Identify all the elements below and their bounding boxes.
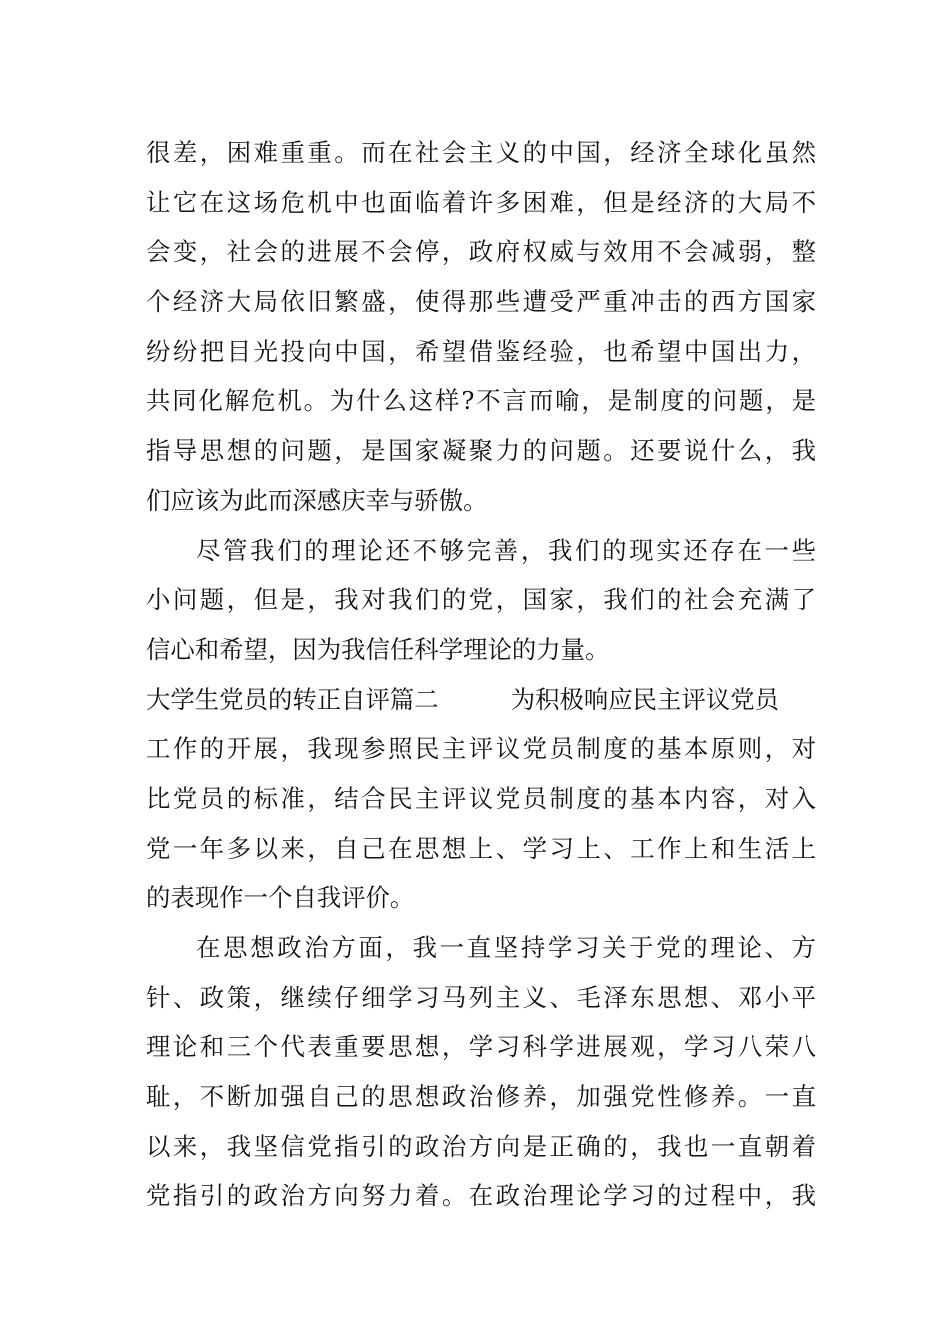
text-line: 在思想政治方面，我一直坚持学习关于党的理论、方 xyxy=(196,933,816,962)
section-first-line: 为积极响应民主评议党员 xyxy=(510,684,780,714)
text-line: 很差，困难重重。而在社会主义的中国，经济全球化虽然 xyxy=(146,138,816,167)
text-line: 理论和三个代表重要思想，学习科学进展观，学习八荣八 xyxy=(146,1032,816,1062)
text-line: 以来，我坚信党指引的政治方向是正确的，我也一直朝着 xyxy=(146,1131,816,1161)
text-line: 耻，不断加强自己的思想政治修养，加强党性修养。一直 xyxy=(146,1082,816,1112)
text-line: 指导思想的问题，是国家凝聚力的问题。还要说什么，我 xyxy=(146,436,816,466)
text-line: 小问题，但是，我对我们的党，国家，我们的社会充满了 xyxy=(146,585,816,615)
text-line: 工作的开展，我现参照民主评议党员制度的基本原则，对 xyxy=(146,734,816,764)
text-line: 让它在这场危机中也面临着许多困难，但是经济的大局不 xyxy=(146,187,816,217)
text-line: 的表现作一个自我评价。 xyxy=(146,883,415,913)
section-heading: 大学生党员的转正自评篇二 xyxy=(146,684,439,714)
text-line: 党一年多以来，自己在思想上、学习上、工作上和生活上 xyxy=(146,833,816,863)
text-line: 纷纷把目光投向中国，希望借鉴经验，也希望中国出力， xyxy=(146,336,816,366)
body-text xyxy=(146,128,816,1221)
text-line: 比党员的标准，结合民主评议党员制度的基本内容，对入 xyxy=(146,783,816,813)
text-line: 们应该为此而深感庆幸与骄傲。 xyxy=(146,485,488,515)
text-line: 会变，社会的进展不会停，政府权威与效用不会减弱，整 xyxy=(146,237,816,267)
text-line: 针、政策，继续仔细学习马列主义、毛泽东思想、邓小平 xyxy=(146,982,816,1012)
text-line: 党指引的政治方向努力着。在政治理论学习的过程中，我 xyxy=(146,1181,816,1211)
text-line: 个经济大局依旧繁盛，使得那些遭受严重冲击的西方国家 xyxy=(146,287,816,317)
section-heading-row xyxy=(146,675,816,725)
text-line: 尽管我们的理论还不够完善，我们的现实还存在一些 xyxy=(196,535,816,565)
text-line: 信心和希望，因为我信任科学理论的力量。 xyxy=(146,634,610,664)
text-line: 共同化解危机。为什么这样?不言而喻，是制度的问题，是 xyxy=(146,386,816,416)
